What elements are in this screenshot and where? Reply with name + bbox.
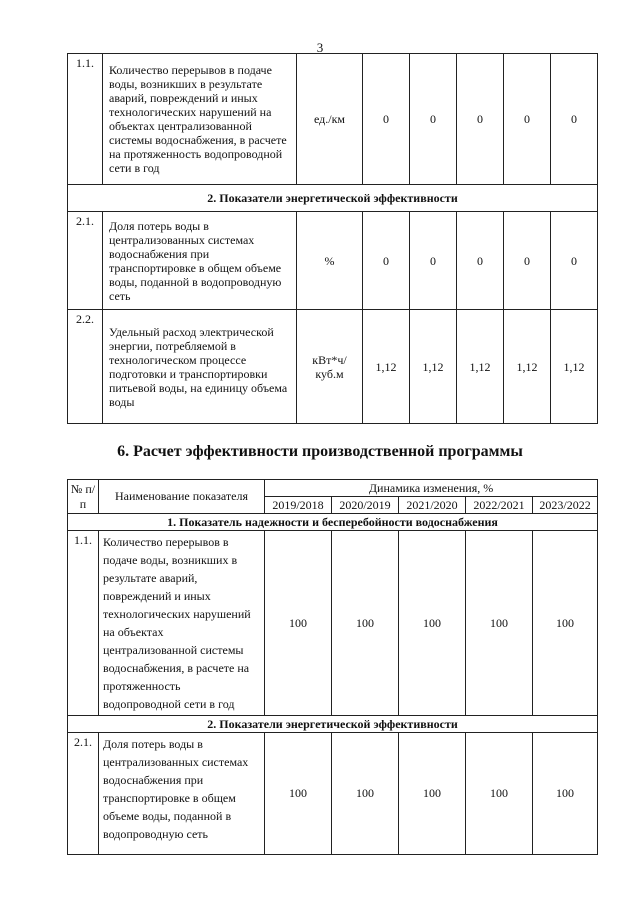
value-cell: 100 (466, 733, 533, 855)
table-row (68, 733, 598, 855)
value-cell: 100 (533, 733, 598, 855)
table-row (68, 531, 598, 716)
page-number: 3 (316, 40, 324, 55)
value-cell: 0 (504, 54, 551, 185)
row-number: 2.2. (68, 310, 103, 424)
header-row (68, 480, 598, 497)
indicator-name: Количество перерывов в подаче воды, возникших в результате аварий, повреждений и иных технологических нарушений на объектах централизованной системы водоснабжения, в расчете на протяженность водопроводной сети в год (103, 54, 297, 185)
section-row (68, 185, 598, 212)
column-header-name: Наименование показателя (99, 480, 265, 514)
value-cell: 1,12 (410, 310, 457, 424)
value-cell: 0 (363, 54, 410, 185)
column-header-dynamics: Динамика изменения, % (265, 480, 598, 497)
row-number: 1.1. (68, 531, 99, 716)
row-number: 2.1. (68, 733, 99, 855)
table-row (68, 310, 598, 424)
value-cell: 0 (363, 212, 410, 310)
indicator-name: Доля потерь воды в централизованных системах водоснабжения при транспортировке в общем объеме воды, поданной в водопроводную сеть (103, 212, 297, 310)
indicator-name: Количество перерывов в подаче воды, возникших в результате аварий, повреждений и иных технологических нарушений на объектах централизованной системы водоснабжения, в расчете на протяженность водопроводной сети в год (99, 531, 265, 716)
value-cell: 100 (399, 531, 466, 716)
unit-cell: ед./км (297, 54, 363, 185)
section-row (68, 716, 598, 733)
column-header-year: 2022/2021 (466, 497, 533, 514)
unit-cell: % (297, 212, 363, 310)
value-cell: 0 (410, 212, 457, 310)
column-header-year: 2021/2020 (399, 497, 466, 514)
column-header-year: 2023/2022 (533, 497, 598, 514)
value-cell: 0 (551, 212, 598, 310)
column-header-year: 2020/2019 (332, 497, 399, 514)
table-row (68, 54, 598, 185)
unit-cell: кВт*ч/ куб.м (297, 310, 363, 424)
value-cell: 100 (265, 531, 332, 716)
value-cell: 100 (533, 531, 598, 716)
value-cell: 0 (410, 54, 457, 185)
indicator-name: Удельный расход электрической энергии, потребляемой в технологическом процессе подготовки и транспортировки питьевой воды, на единицу объема воды (103, 310, 297, 424)
efficiency-table (67, 479, 598, 855)
section-row (68, 514, 598, 531)
row-number: 1.1. (68, 54, 103, 185)
value-cell: 0 (504, 212, 551, 310)
value-cell: 0 (457, 212, 504, 310)
indicators-table (67, 53, 598, 424)
value-cell: 1,12 (551, 310, 598, 424)
value-cell: 0 (457, 54, 504, 185)
column-header-number: № п/п (68, 480, 99, 514)
value-cell: 100 (466, 531, 533, 716)
section-title: 2. Показатели энергетической эффективности (68, 716, 598, 733)
value-cell: 1,12 (504, 310, 551, 424)
table-row (68, 212, 598, 310)
value-cell: 100 (399, 733, 466, 855)
value-cell: 1,12 (363, 310, 410, 424)
value-cell: 1,12 (457, 310, 504, 424)
column-header-year: 2019/2018 (265, 497, 332, 514)
row-number: 2.1. (68, 212, 103, 310)
indicator-name: Доля потерь воды в централизованных системах водоснабжения при транспортировке в общем объеме воды, поданной в водопроводную сеть (99, 733, 265, 855)
value-cell: 100 (332, 531, 399, 716)
value-cell: 100 (332, 733, 399, 855)
value-cell: 0 (551, 54, 598, 185)
section-title: 2. Показатели энергетической эффективности (68, 185, 598, 212)
section-title: 1. Показатель надежности и бесперебойности водоснабжения (68, 514, 598, 531)
value-cell: 100 (265, 733, 332, 855)
section-heading: 6. Расчет эффективности производственной программы (117, 443, 523, 460)
